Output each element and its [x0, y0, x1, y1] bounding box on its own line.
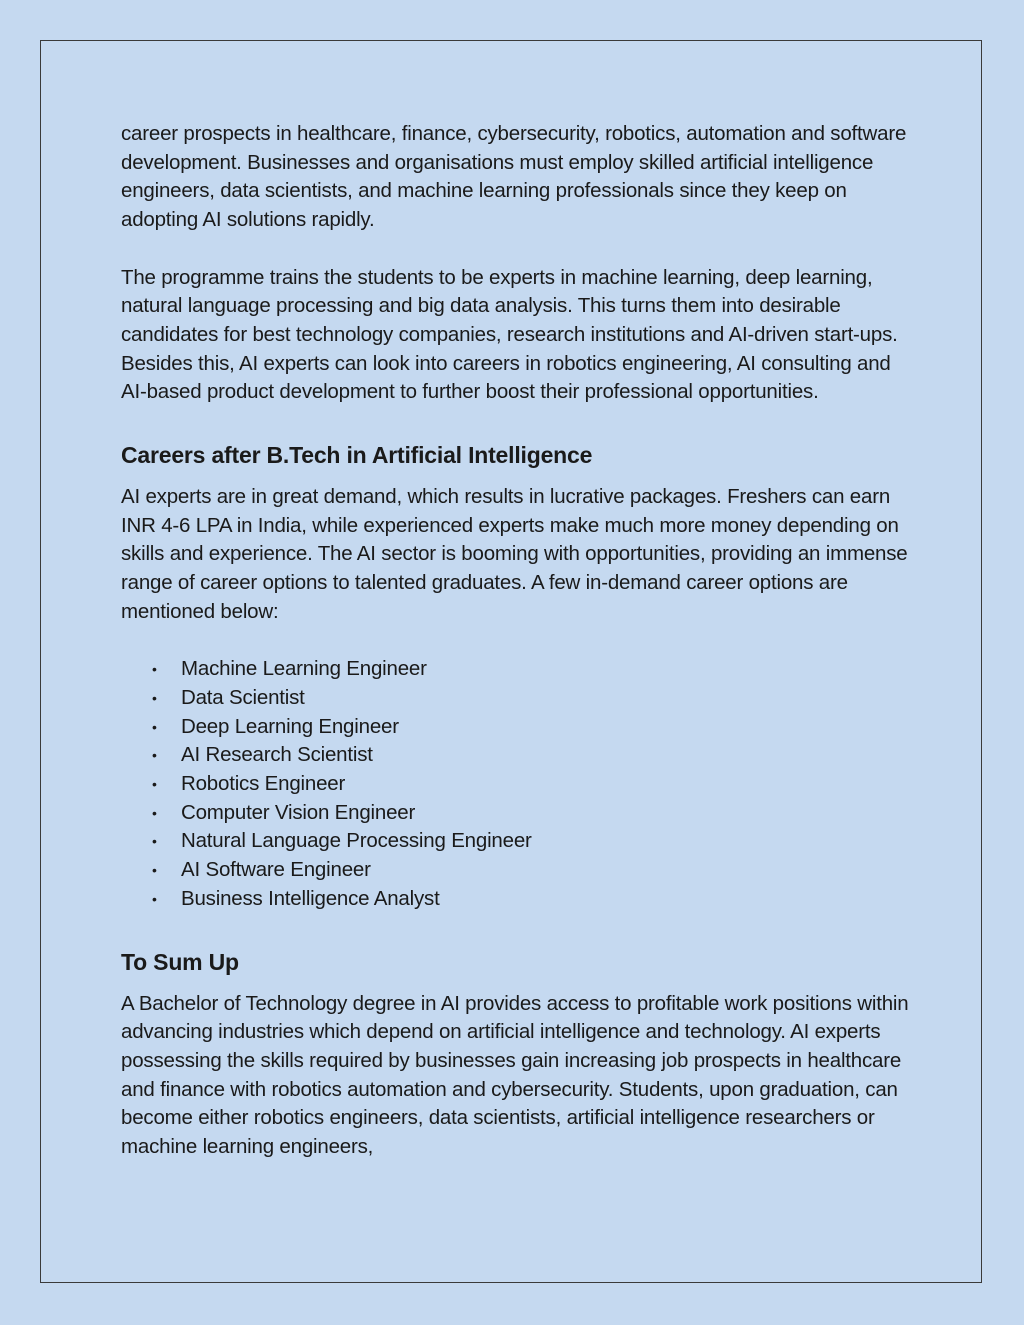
bullet-icon: •	[152, 862, 157, 879]
list-item: • Natural Language Processing Engineer	[121, 827, 911, 856]
list-item: • Data Scientist	[121, 684, 911, 713]
list-item: • Computer Vision Engineer	[121, 799, 911, 828]
list-item: • Deep Learning Engineer	[121, 713, 911, 742]
bullet-icon: •	[152, 718, 157, 735]
bullet-icon: •	[152, 804, 157, 821]
bullet-icon: •	[152, 776, 157, 793]
bullet-icon: •	[152, 661, 157, 678]
bullet-icon: •	[152, 890, 157, 907]
list-item: • Business Intelligence Analyst	[121, 885, 911, 914]
bullet-icon: •	[152, 747, 157, 764]
bullet-icon: •	[152, 833, 157, 850]
summary-heading: To Sum Up	[121, 948, 239, 975]
summary-paragraph: A Bachelor of Technology degree in AI provides access to profitable work positions within advancing industries which depend on artificial intelligence and technology. AI experts possessing the skills required by businesses gain increasing job prospects in healthcare and finance with robotics automation and cybersecurity. Students, upon graduation, can become either robotics engineers, data scientists, artificial intelligence researchers or machine learning engineers,	[121, 991, 909, 1159]
list-item: • Robotics Engineer	[121, 770, 911, 799]
career-options-list	[121, 655, 911, 913]
document-body	[121, 120, 911, 1162]
bullet-icon: •	[152, 689, 157, 706]
careers-heading: Careers after B.Tech in Artificial Intelligence	[121, 442, 593, 469]
list-item: • AI Software Engineer	[121, 856, 911, 885]
intro-paragraph-2: The programme trains the students to be experts in machine learning, deep learning, natural language processing and big data analysis. This turns them into desirable candidates for best technology companies, research institutions and AI-driven start-ups. Besides this, AI experts can look into careers in robotics engineering, AI consulting and AI-based product development to further boost their professional opportunities.	[121, 265, 898, 404]
list-item: • AI Research Scientist	[121, 741, 911, 770]
list-item: • Machine Learning Engineer	[121, 655, 911, 684]
intro-paragraph-1: career prospects in healthcare, finance, cybersecurity, robotics, automation and software development. Businesses and organisations must employ skilled artificial intelligence engineers, data scientists, and machine learning professionals since they keep on adopting AI solutions rapidly.	[121, 122, 907, 232]
careers-paragraph: AI experts are in great demand, which results in lucrative packages. Freshers can earn INR 4-6 LPA in India, while experienced experts make much more money depending on skills and experience. The AI sector is booming with opportunities, providing an immense range of career options to talented graduates. A few in-demand career options are mentioned below:	[121, 485, 908, 623]
